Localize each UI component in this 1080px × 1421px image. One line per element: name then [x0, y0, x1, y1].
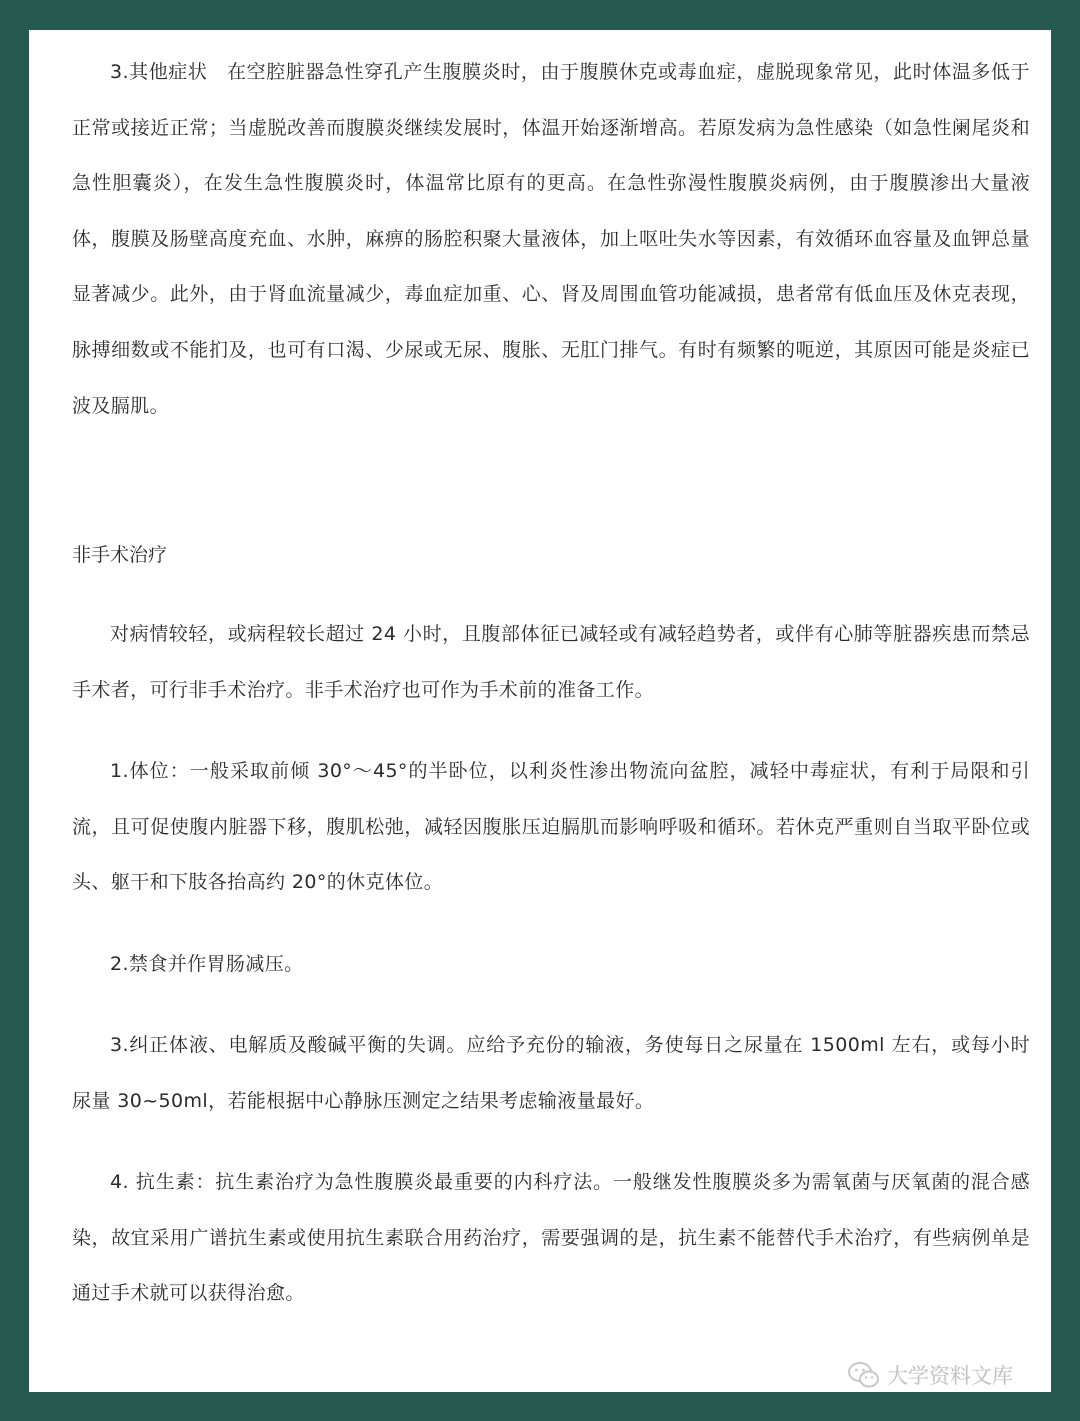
wechat-icon — [847, 1361, 881, 1389]
paragraph-nonsurgical-intro: 对病情较轻，或病程较长超过 24 小时，且腹部体征已减轻或有减轻趋势者，或伴有心肺等脏器疾患而禁忌手术者，可行非手术治疗。非手术治疗也可作为手术前的准备工作。 — [72, 623, 1030, 701]
document-page — [29, 30, 1051, 1392]
paragraph-fasting: 2.禁食并作胃肠减压。 — [110, 953, 304, 975]
paragraph-position: 1.体位：一般采取前倾 30°～45°的半卧位，以利炎性渗出物流向盆腔，减轻中毒症状，有利于局限和引流，且可促使腹内脏器下移，腹肌松弛，减轻因腹胀压迫膈肌而影响呼吸和循环。若休克严重则自当取平卧位或头、躯干和下肢各抬高约 20°的休克体位。 — [72, 760, 1030, 894]
watermark — [847, 1360, 1013, 1390]
paragraph-other-symptoms: 3.其他症状 在空腔脏器急性穿孔产生腹膜炎时，由于腹膜休克或毒血症，虚脱现象常见，此时体温多低于正常或接近正常；当虚脱改善而腹膜炎继续发展时，体温开始逐渐增高。若原发病为急性感染（如急性阑尾炎和急性胆囊炎），在发生急性腹膜炎时，体温常比原有的更高。在急性弥漫性腹膜炎病例，由于腹膜渗出大量液体，腹膜及肠壁高度充血、水肿，麻痹的肠腔积聚大量液体，加上呕吐失水等因素，有效循环血容量及血钾总量显著减少。此外，由于肾血流量减少，毒血症加重、心、肾及周围血管功能减损，患者常有低血压及休克表现，脉搏细数或不能扪及，也可有口渴、少尿或无尿、腹胀、无肛门排气。有时有频繁的呃逆，其原因可能是炎症已波及膈肌。 — [72, 61, 1030, 417]
watermark-text: 大学资料文库 — [887, 1364, 1013, 1388]
paragraph-fluid-balance: 3.纠正体液、电解质及酸碱平衡的失调。应给予充份的输液，务使每日之尿量在 1500ml 左右，或每小时尿量 30~50ml，若能根据中心静脉压测定之结果考虑输液量最好。 — [72, 1034, 1030, 1112]
paragraph-antibiotics: 4. 抗生素：抗生素治疗为急性腹膜炎最重要的内科疗法。一般继发性腹膜炎多为需氧菌与厌氧菌的混合感染，故宜采用广谱抗生素或使用抗生素联合用药治疗，需要强调的是，抗生素不能替代手术治疗，有些病例单是通过手术就可以获得治愈。 — [72, 1171, 1030, 1305]
section-heading-nonsurgical-treatment: 非手术治疗 — [72, 544, 168, 566]
